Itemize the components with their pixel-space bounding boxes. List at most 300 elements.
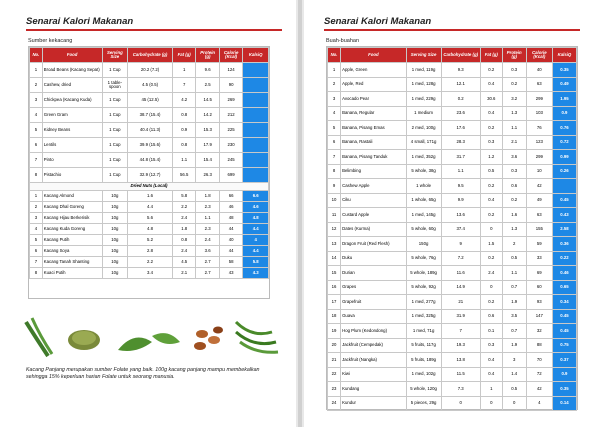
table-cell: 7 xyxy=(30,257,43,268)
table-cell: Apple, Red xyxy=(341,77,407,92)
table-cell: 269 xyxy=(219,93,242,108)
table-cell: 0.8 xyxy=(172,138,195,153)
table-cell: 4.8 xyxy=(128,224,173,235)
kalsiq-cell: 0.14 xyxy=(552,396,576,411)
kalsiq-cell: 0.45 xyxy=(552,309,576,324)
table-cell: 72 xyxy=(526,367,552,382)
kalsiq-cell: 4.4 xyxy=(243,246,269,257)
table-cell: 37.4 xyxy=(441,222,480,237)
kalsiq-cell: 0.22 xyxy=(552,251,576,266)
table-cell: 4.4 xyxy=(128,202,173,213)
table-cell: Jackfruit (Nangka) xyxy=(341,353,407,368)
table-cell: Kidney Beans xyxy=(42,123,102,138)
table-cell: 0.2 xyxy=(480,179,502,194)
table-cell: 56.5 xyxy=(172,168,195,183)
table-cell: Grapefruit xyxy=(341,295,407,310)
table-cell: 1 Cup xyxy=(102,108,128,123)
table-cell: 5 whole, 189g xyxy=(406,266,441,281)
table-cell: Chickpea (Kacang Kuda) xyxy=(42,93,102,108)
table-cell: 90 xyxy=(219,78,242,93)
table-cell: 13.8 xyxy=(441,353,480,368)
right-page xyxy=(304,0,600,427)
table-cell: Kiwi xyxy=(341,367,407,382)
table-cell: 123 xyxy=(526,135,552,150)
table-row xyxy=(30,78,269,93)
table-cell: 3 xyxy=(502,353,526,368)
table-cell: 31.7 xyxy=(441,150,480,165)
table-cell: 0.3 xyxy=(480,338,502,353)
table-cell: 5 fruits, 189g xyxy=(406,353,441,368)
table-cell: 103 xyxy=(526,106,552,121)
table-cell: 0.1 xyxy=(480,324,502,339)
table-cell: Hog Plum (Kedondong) xyxy=(341,324,407,339)
table-cell: 1.1 xyxy=(502,121,526,136)
table-cell: 60 xyxy=(526,280,552,295)
kalsiq-cell: 0.45 xyxy=(552,193,576,208)
table-cell: Banana, Rastali xyxy=(341,135,407,150)
table-cell: 21 xyxy=(328,353,341,368)
table-cell: 5.2 xyxy=(128,235,173,246)
table-cell: 13 xyxy=(328,237,341,252)
table-cell: 1 xyxy=(30,191,43,202)
table-cell: 1.8 xyxy=(172,224,195,235)
table-cell: 2.1 xyxy=(502,135,526,150)
table-row xyxy=(328,135,577,150)
table-cell: 38.7 (15.4) xyxy=(128,108,173,123)
table-cell: 44.8 (15.4) xyxy=(128,153,173,168)
table-row xyxy=(328,208,577,223)
column-header: Protein (g) xyxy=(502,48,526,63)
table-cell: 3.6 xyxy=(196,246,219,257)
table-cell: 1 med, 119g xyxy=(406,63,441,78)
kalsiq-cell xyxy=(243,78,269,93)
table-row xyxy=(328,193,577,208)
table-cell: 3.6 xyxy=(502,150,526,165)
table-row xyxy=(328,367,577,382)
table-row xyxy=(30,168,269,183)
kalsiq-cell: 0.65 xyxy=(552,280,576,295)
table-cell: 3.2 xyxy=(502,92,526,107)
page-divider xyxy=(298,0,302,427)
column-header: Serving Size xyxy=(406,48,441,63)
table-cell: 299 xyxy=(526,92,552,107)
kalsiq-cell: 4.8 xyxy=(243,213,269,224)
kalsiq-cell: 1.95 xyxy=(552,92,576,107)
table-cell: 699 xyxy=(219,168,242,183)
table-cell: 0.8 xyxy=(172,235,195,246)
table-cell: 63 xyxy=(526,77,552,92)
table-cell: 0.4 xyxy=(480,106,502,121)
table-cell: 2.3 xyxy=(196,202,219,213)
table-cell: 31.9 xyxy=(441,309,480,324)
table-cell: 17 xyxy=(328,295,341,310)
kalsiq-cell: 4.3 xyxy=(243,268,269,279)
kalsiq-cell: 2.58 xyxy=(552,222,576,237)
table-cell: 3.5 xyxy=(502,309,526,324)
table-cell: 42 xyxy=(526,382,552,397)
table-cell: Guava xyxy=(341,309,407,324)
table-cell: 1.1 xyxy=(502,266,526,281)
table-cell: 8 xyxy=(30,268,43,279)
table-cell: 5.6 xyxy=(128,213,173,224)
table-cell: 4.2 xyxy=(172,93,195,108)
column-header: Carbohydrate (g) xyxy=(441,48,480,63)
table-cell: 9.6 xyxy=(196,63,219,78)
table-cell: 10g xyxy=(102,213,128,224)
table-cell: 0.6 xyxy=(480,309,502,324)
table-cell: 7 xyxy=(441,324,480,339)
table-row xyxy=(30,108,269,123)
table-cell: 1 med, 325g xyxy=(406,309,441,324)
fruits-table xyxy=(327,47,577,411)
table-row xyxy=(30,257,269,268)
table-cell: 0.3 xyxy=(502,63,526,78)
table-row xyxy=(30,153,269,168)
table-cell: 9.9 xyxy=(441,193,480,208)
table-row xyxy=(30,138,269,153)
table-row xyxy=(328,266,577,281)
table-cell: 6 xyxy=(30,138,43,153)
column-header: No. xyxy=(328,48,341,63)
table-cell: 7 xyxy=(328,150,341,165)
kalsiq-cell: 0.26 xyxy=(552,164,576,179)
table-cell: 5 whole, 76g xyxy=(406,251,441,266)
table-cell: 0.7 xyxy=(502,324,526,339)
table-cell: Avocado Pear xyxy=(341,92,407,107)
table-cell: 15.4 xyxy=(196,153,219,168)
table-cell: 88 xyxy=(526,338,552,353)
kalsiq-cell: 0.72 xyxy=(552,135,576,150)
table-row xyxy=(328,280,577,295)
table-row xyxy=(328,179,577,194)
table-cell: 225 xyxy=(219,123,242,138)
left-page xyxy=(0,0,296,427)
table-row xyxy=(30,191,269,202)
kalsiq-cell xyxy=(243,108,269,123)
table-cell: 1 med, 145g xyxy=(406,208,441,223)
table-cell: 0.6 xyxy=(502,179,526,194)
table-cell: 299 xyxy=(526,150,552,165)
table-cell: 14.9 xyxy=(441,280,480,295)
table-cell: 147 xyxy=(526,309,552,324)
table-cell: Kundang xyxy=(341,382,407,397)
table-cell: Custard Apple xyxy=(341,208,407,223)
table-cell: 40 xyxy=(526,63,552,78)
table-cell: 0.4 xyxy=(480,193,502,208)
table-cell: Pistachio xyxy=(42,168,102,183)
kalsiq-cell xyxy=(243,138,269,153)
table-row xyxy=(328,63,577,78)
table-cell: 2.4 xyxy=(480,266,502,281)
table-cell: 15.3 xyxy=(196,123,219,138)
table-cell: 23.6 xyxy=(441,106,480,121)
table-cell: 32 xyxy=(526,324,552,339)
table-cell: 70 xyxy=(526,353,552,368)
table-cell: 2 xyxy=(502,237,526,252)
table-cell: 15 xyxy=(328,266,341,281)
table-cell: 1 table-spoon xyxy=(102,78,128,93)
table-cell: Cashew Apple xyxy=(341,179,407,194)
kalsiq-cell: 0.76 xyxy=(552,121,576,136)
table-row xyxy=(328,222,577,237)
table-cell: 150g xyxy=(406,237,441,252)
table-cell: 9 xyxy=(328,179,341,194)
table-cell: 7 xyxy=(30,153,43,168)
table-row xyxy=(328,338,577,353)
table-cell: 10g xyxy=(102,268,128,279)
table-cell: 0.2 xyxy=(480,121,502,136)
table-cell: 49 xyxy=(526,193,552,208)
table-cell: 11.5 xyxy=(441,367,480,382)
table-cell: 1.6 xyxy=(128,191,173,202)
kalsiq-cell: 0.43 xyxy=(552,208,576,223)
vegetable-illustration xyxy=(22,308,282,362)
table-cell: 1 Cup xyxy=(102,138,128,153)
table-cell: 3 xyxy=(328,92,341,107)
table-cell: 10g xyxy=(102,224,128,235)
table-cell: 66 xyxy=(219,191,242,202)
table-cell: 5 xyxy=(30,235,43,246)
table-cell: 1.1 xyxy=(196,213,219,224)
kalsiq-cell: 5.8 xyxy=(243,257,269,268)
kalsiq-cell: 0.75 xyxy=(552,338,576,353)
kalsiq-cell: 0.99 xyxy=(552,150,576,165)
table-cell: 11.6 xyxy=(441,266,480,281)
table-cell: 12 xyxy=(328,222,341,237)
column-header: Protein (g) xyxy=(196,48,219,63)
table-cell: 10g xyxy=(102,235,128,246)
section-row xyxy=(30,183,269,191)
table-cell: 0.8 xyxy=(172,108,195,123)
table-cell: 4 xyxy=(526,396,552,411)
table-cell: Kacang Soya xyxy=(42,246,102,257)
kalsiq-cell: 0.37 xyxy=(552,353,576,368)
table-cell: 20.2 (7.2) xyxy=(128,63,173,78)
legumes-table xyxy=(29,47,269,279)
table-cell: 48 xyxy=(219,213,242,224)
table-cell: Banana, Regular xyxy=(341,106,407,121)
column-header: KalsiQ xyxy=(552,48,576,63)
dried-nuts-label: Dried Nuts (Local) xyxy=(30,183,269,191)
table-cell: 0.2 xyxy=(502,193,526,208)
table-row xyxy=(30,213,269,224)
kalsiq-cell xyxy=(552,179,576,194)
table-cell: 212 xyxy=(219,108,242,123)
column-header: Serving Size xyxy=(102,48,128,63)
table-cell: 43 xyxy=(219,268,242,279)
table-cell: Kacang Tanah Shanting xyxy=(42,257,102,268)
table-cell: 4.5 xyxy=(172,257,195,268)
table-cell: 0.2 xyxy=(480,208,502,223)
table-cell: 0.5 xyxy=(502,251,526,266)
column-header: KalsiQ xyxy=(243,48,269,63)
table-cell: 1 xyxy=(172,63,195,78)
pea-pod-image xyxy=(118,333,180,351)
section-label: Buah-buahan xyxy=(326,38,360,44)
column-header: Calorie (Kcal) xyxy=(526,48,552,63)
column-header: No. xyxy=(30,48,43,63)
table-row xyxy=(30,63,269,78)
column-header: Food xyxy=(42,48,102,63)
table-cell: 23 xyxy=(328,382,341,397)
table-cell: 9.3 xyxy=(441,63,480,78)
table-cell: 2.3 xyxy=(196,224,219,235)
green-gram-image xyxy=(68,330,100,350)
table-cell: 3 xyxy=(30,213,43,224)
table-cell: 1 med, 102g xyxy=(406,367,441,382)
kalsiq-cell: 0.35 xyxy=(552,382,576,397)
page-title: Senarai Kalori Makanan xyxy=(26,16,134,27)
table-cell: Kuaci Putih xyxy=(42,268,102,279)
table-cell: 14.2 xyxy=(196,108,219,123)
table-cell: 26.3 xyxy=(196,168,219,183)
table-cell: 44 xyxy=(219,246,242,257)
table-row xyxy=(328,382,577,397)
long-bean-image xyxy=(26,318,52,356)
table-cell: 2.4 xyxy=(196,235,219,246)
table-cell: 13.6 xyxy=(441,208,480,223)
table-row xyxy=(30,224,269,235)
table-cell: 1 Cup xyxy=(102,168,128,183)
table-cell: 1 Cup xyxy=(102,63,128,78)
table-cell: 33 xyxy=(526,251,552,266)
kalsiq-cell: 0.35 xyxy=(552,63,576,78)
table-cell: 1 whole, 65g xyxy=(406,193,441,208)
table-cell: 39.9 (15.6) xyxy=(128,138,173,153)
kalsiq-cell xyxy=(243,63,269,78)
table-cell: 2.5 xyxy=(196,78,219,93)
kalsiq-cell: 0.49 xyxy=(552,77,576,92)
table-cell: 63 xyxy=(526,208,552,223)
table-cell: 1.9 xyxy=(502,295,526,310)
table-cell: Kundur xyxy=(341,396,407,411)
table-cell: 1 Cup xyxy=(102,123,128,138)
table-cell: Kacang Kuda Goreng xyxy=(42,224,102,235)
table-cell: 2 med, 100g xyxy=(406,121,441,136)
table-row xyxy=(328,77,577,92)
table-cell: Durian xyxy=(341,266,407,281)
table-cell: 2 xyxy=(30,202,43,213)
table-cell: 22 xyxy=(328,367,341,382)
table-cell: 14.5 xyxy=(196,93,219,108)
page-title: Senarai Kalori Makanan xyxy=(324,16,432,27)
table-cell: 5 pieces, 29g xyxy=(406,396,441,411)
table-cell: 1 Cup xyxy=(102,93,128,108)
table-cell: 0.3 xyxy=(502,164,526,179)
table-cell: 17.9 xyxy=(196,138,219,153)
table-cell: Jackfruit (Cempedak) xyxy=(341,338,407,353)
table-cell: 0.2 xyxy=(441,92,480,107)
kidney-beans-image xyxy=(194,327,223,351)
table-cell: Grapes xyxy=(341,280,407,295)
table-cell: 1 whole xyxy=(406,179,441,194)
table-cell: 4.5 (0.5) xyxy=(128,78,173,93)
table-cell: 14 xyxy=(328,251,341,266)
table-cell: 19 xyxy=(328,324,341,339)
kalsiq-cell: 6.6 xyxy=(243,191,269,202)
table-row xyxy=(328,106,577,121)
table-cell: Kacang Putih xyxy=(42,235,102,246)
table-row xyxy=(328,92,577,107)
table-cell: 124 xyxy=(219,63,242,78)
table-cell: 4 xyxy=(30,224,43,235)
green-beans-image xyxy=(236,322,278,352)
table-cell: 1 med, 229g xyxy=(406,92,441,107)
table-cell: 2.2 xyxy=(128,257,173,268)
title-underline xyxy=(26,29,282,31)
table-cell: 0 xyxy=(441,396,480,411)
column-header: Food xyxy=(341,48,407,63)
table-cell: 7 xyxy=(172,78,195,93)
table-cell: 0.9 xyxy=(172,123,195,138)
table-cell: 2 xyxy=(30,78,43,93)
table-cell: 10g xyxy=(102,202,128,213)
table-cell: 44 xyxy=(219,224,242,235)
table-cell: Ciku xyxy=(341,193,407,208)
table-cell: 11 xyxy=(328,208,341,223)
table-cell: 4 xyxy=(328,106,341,121)
title-underline xyxy=(324,29,580,31)
table-cell: 93 xyxy=(526,295,552,310)
table-cell: Dragon Fruit (Red Flesh) xyxy=(341,237,407,252)
column-header: Fat (g) xyxy=(172,48,195,63)
table-cell: 1 xyxy=(30,63,43,78)
table-cell: 10 xyxy=(526,164,552,179)
table-cell: 21 xyxy=(441,295,480,310)
table-cell: 1.9 xyxy=(502,338,526,353)
table-cell: Green Gram xyxy=(42,108,102,123)
table-cell: 46 xyxy=(219,202,242,213)
table-row xyxy=(30,246,269,257)
table-cell: 17.6 xyxy=(441,121,480,136)
table-cell: 5 whole, 60g xyxy=(406,222,441,237)
table-cell: 16 xyxy=(328,280,341,295)
kalsiq-cell: 0.36 xyxy=(552,237,576,252)
kalsiq-cell: 4.6 xyxy=(243,202,269,213)
kalsiq-cell: 0.45 xyxy=(552,324,576,339)
table-cell: 59 xyxy=(526,237,552,252)
table-cell: 5 fruits, 117g xyxy=(406,338,441,353)
table-cell: 40.4 (11.3) xyxy=(128,123,173,138)
table-cell: 12.1 xyxy=(441,77,480,92)
table-cell: Duku xyxy=(341,251,407,266)
table-cell: 1 med, 277g xyxy=(406,295,441,310)
table-cell: 6 xyxy=(30,246,43,257)
kalsiq-cell: 0.34 xyxy=(552,295,576,310)
table-row xyxy=(328,295,577,310)
table-cell: 1.8 xyxy=(196,191,219,202)
kalsiq-cell xyxy=(243,168,269,183)
table-cell: Kacang Dhal Goreng xyxy=(42,202,102,213)
table-cell: Dates (Kurma) xyxy=(341,222,407,237)
table-cell: 2.7 xyxy=(196,257,219,268)
table-cell: 1.5 xyxy=(480,237,502,252)
table-cell: 58 xyxy=(219,257,242,268)
table-cell: Pinto xyxy=(42,153,102,168)
table-row xyxy=(328,251,577,266)
table-cell: 20 xyxy=(328,338,341,353)
legumes-table-box xyxy=(28,46,270,299)
table-cell: 0.2 xyxy=(480,63,502,78)
table-cell: 30.6 xyxy=(480,92,502,107)
table-cell: 1 xyxy=(480,382,502,397)
table-cell: Banana, Pisang Emas xyxy=(341,121,407,136)
table-row xyxy=(328,121,577,136)
table-cell: 0.2 xyxy=(480,295,502,310)
table-cell: 2.8 xyxy=(128,246,173,257)
folate-caption: Kacang Panjang merupakan sumber Folate yang baik. 100g kacang panjang mampu membekalkan sehingga 15% keperluan harian Folate untuk seorang manusia. xyxy=(26,367,260,381)
table-cell: 0.7 xyxy=(502,280,526,295)
